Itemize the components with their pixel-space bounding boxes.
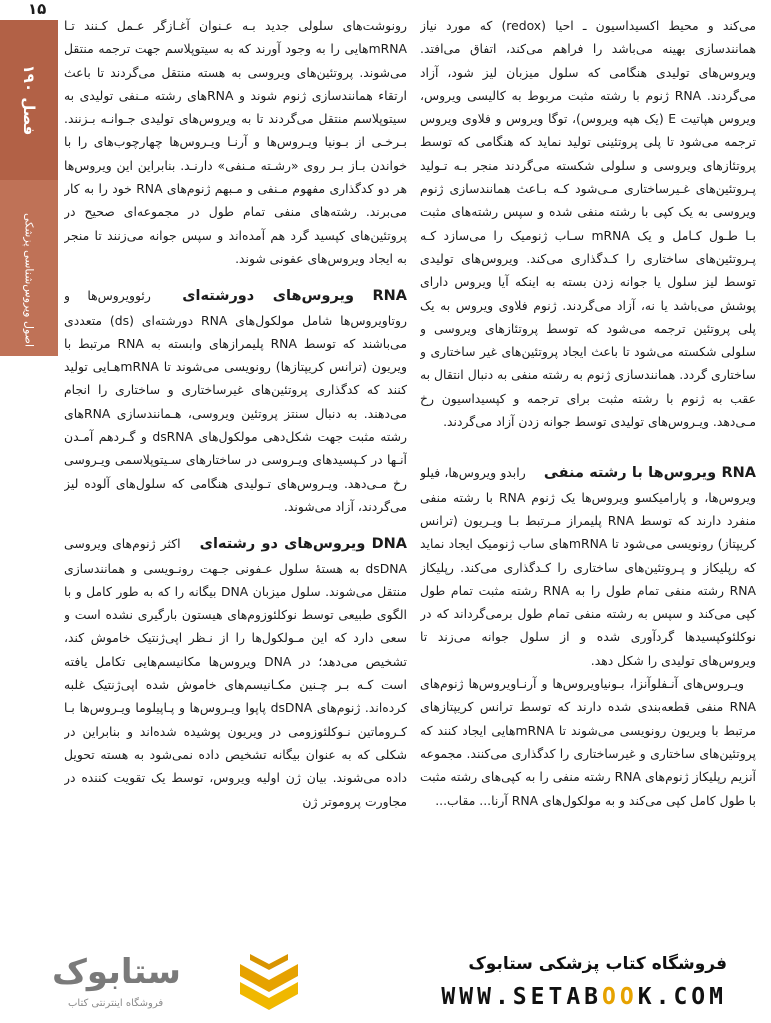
page-number: ۱۵ (28, 0, 47, 18)
chapter-side-tab (0, 20, 58, 356)
watermark-footer (0, 944, 771, 1023)
section-paragraph (420, 461, 756, 672)
url-o: O (602, 984, 620, 1010)
section-paragraph (64, 532, 407, 813)
section-lead: اکثر ژنوم‌های (112, 536, 181, 552)
url-o: O (619, 984, 638, 1010)
right-column (420, 14, 756, 944)
section-text: روتاویروس‌ها شامل مولکول‌های RNA دورشته‌ای (ds) متعددی می‌باشند که توسط RNA پلیمرازهای وابسته به RNA مرتبط با ویریون (ترانس کریپتازها) رونویسی می‌شوند تا mRNAهـایی تولید کنند که کدگذاری پروتئین‌های غیرساختاری و ساختاری را انجام می‌دهند. به دنبال سنتز پروتئین ویروسی، هـمانندسازی RNAهای رشته مثبت جهت شکل‌دهی مولکول‌های dsRNA و گـردهم آمـدن آنـها در کـپسیدهای ویـروسی در ساختارهای سـیتوپلاسمی ویـروسی رخ مـی‌دهد. ویـروس‌های تـولیدی هنگامی که سلول‌های آلوده لیز می‌گردند، آزاد می‌شوند. (64, 312, 407, 514)
section-double-stranded-rna (64, 284, 407, 518)
section-text: ویروسی dsDNA به هستهٔ سلول عـفونی جـهت رونـویسی و همانندسازی منتقل می‌شوند. سلول میزبان DNA بیگانه را که به طور کامل و با الگوی طبیعی توسط نوکلئوزوم‌های هیستون بارگیری نشده است و سعی دارد که این مـولکول‌ها را از نـظر اپی‌ژنتیک خاموش کند، تشخیص می‌دهد؛ در DNA ویروس‌ها مکانیسم‌هایی تکامل یافته است کـه بـر چـنین مکـانیسم‌های خاموش شده اپی‌ژنتیک غلبه کرده‌اند. ژنوم‌های dsDNA پاپوا ویـروس‌ها و پـاپیلوما ویـروس‌ها بـا کـروماتین نـوکلئوزومی در ویریون پوشیده شده‌اند و بنابراین در شکلی که به عنوان بیگانه تشخیص داده نمی‌شود به هسته تحویل داده می‌شوند. بیان ژن اولیه ویروس، توسط یک تقویت کننده در مجاورت پروموتر ژن (64, 536, 407, 809)
book-chevron-icon (236, 954, 302, 1016)
left-column (64, 14, 407, 944)
store-url[interactable] (441, 984, 727, 1010)
paragraph: می‌کند و محیط اکسیداسیون ـ احیا (redox) که مورد نیاز همانندسازی بهینه می‌باشد را فراهم می‌کند، اتفاق می‌افتد. ویروس‌های تولیدی هنگامی که سلول میزبان لیز شود، آزاد می‌گردند. RNA ژنوم با رشته مثبت مربوط به کالیسی ویروس، ویروس هپاتیت E (یک هپه ویروس)، توگا ویروس و فلاوی ویروس ترجمه می‌شود تا پلی پروتئینی تولید نماید که هنگامی که توسط پروتئازهای ویروسی و سلولی شکسته می‌گردند منجر بـه تـولید پـروتئین‌های غـیرساختاری مـی‌شود کـه بـاعث همانندسازی ژنوم ویروسی به یک کپی با رشته منفی شده و سپس رشته‌های مثبت بـا طـول کـامل و یک mRNA سـاب ژنومیک را می‌سازد کـه پـروتئین‌های ساختاری را کـدگذاری می‌کند. ویروس‌های تولیدی توسط لیز سلول یا جوانه زدن بسته به اینکه آیا ویروس دارای پوشش می‌باشد یا نه، آزاد می‌گردند. ژنوم فلاوی ویروس به یک پلی پروتئین ترجمه می‌شود که توسط پروتئازهای ویروسی و سلولی شکسته می‌شود تا باعث ایجاد پروتئین‌های غیر ساختاری و ساختاری گردد. همانندسازی ژنوم به رشته منفی به دنبال انتقال به عقب به ژنوم با رشته مثبت برای ترجمه و کپسیداسیون رخ مـی‌دهد. ویـروس‌های تولیدی توسط جوانه زدن آزاد می‌گردند. (420, 18, 756, 430)
section-paragraph (64, 284, 407, 518)
section-lead: رابدو ویروس‌ها، (444, 465, 526, 481)
section-lead: رئوویروس‌ها و (64, 288, 151, 304)
section-negative-rna (420, 461, 756, 811)
store-title: فروشگاه کتاب پزشکی ستابوک (468, 954, 727, 974)
chapter-label: فصل ۱۹۰ (20, 64, 38, 136)
section-double-stranded-dna (64, 532, 407, 813)
url-part: K.COM (637, 984, 727, 1010)
book-title: اصول ویروس‌شناسی پزشکی (22, 212, 36, 348)
section-heading: DNA ویروس‌های دو رشته‌ای (199, 536, 407, 553)
bottom-fade (0, 910, 771, 946)
section-heading: RNA ویروس‌های دورشته‌ای (182, 288, 407, 305)
logo-word: ستابوک (52, 952, 181, 992)
url-part: WWW.SETAB (441, 984, 603, 1010)
section-text: فیلو ویروس‌ها، و پارامیکسو ویروس‌ها یک ژنوم RNA با رشته منفی منفرد دارند که توسط RNA پلیمراز مـرتبط بـا ویـریون (ترانس کریپتاز) رونویسی می‌شود تا mRNAهای ساب ژنومیک ایجاد نماید که رپلیکاز و پـروتئین‌های ساختاری را کـدگذاری می‌کند. رپلیکاز RNA رشته منفی تمام طول را به RNA رشته مثبت تمام طول کپی می‌کند و سپس به رشته منفی تمام طول برمی‌گرداند که در نوکلئوکپسیدها گردآوری شده و از سلول جوانه می‌زند تا ویروس‌های تولیدی را شکل دهد. (420, 465, 756, 668)
setabook-logo (46, 952, 314, 1018)
logo-subtitle: فروشگاه اینترنتی کتاب (68, 998, 164, 1009)
section-heading: RNA ویروس‌ها با رشته منفی (543, 465, 756, 482)
paragraph: ویـروس‌های آنـفلوآنزا، بـونیاویروس‌ها و آرنـاویروس‌ها ژنوم‌های RNA منفی قطعه‌بندی شده دارند که توسط ترانس کریپتازهای مرتبط با ویریون رونویسی می‌شوند تا mRNAهایی ایجاد کنند که پروتئین‌های ساختاری و غیرساختاری را کدگذاری می‌کنند. مجموعه آنزیم رپلیکاز ژنوم‌های RNA رشته منفی را به کپی‌های رشته مثبت با طول کامل کپی می‌کند و به مولکول‌های RNA آرنا... مقاب... (420, 676, 756, 808)
paragraph: رونوشت‌های سلولی جدید بـه عـنوان آغـازگر عـمل کـنند تـا mRNAهایی را به وجود آورند که به سیتوپلاسم جهت ترجمه منتقل می‌شوند. پروتئین‌های ویروسی به هسته منتقل می‌گردند تا باعث ارتقاء همانندسازی ژنوم شوند و RNAهای رشته مـنفی تولیدی به سیتوپلاسم منتقل می‌گردند تا به ویروس‌های تولیدی جـوانـه بـزنند. بـرخـی از بـونیا ویـروس‌ها و آرنـا ویـروس‌ها چهارچوب‌های را با خواندن بـاز بـر روی «رشـته مـنفی» دارنـد. بنابراین این ویروس‌ها هر دو کدگذاری مفهوم مـنفی و مـبهم ژنوم‌های RNA خود را به کار می‌برند. رشته‌های منفی تمام طول در مجموعه‌ای صحیح در پروتئین‌های کپسید گرد هم آمده‌اند و سپس جوانه می‌زنند تا منجر به ایجاد ویروس‌های عفونی شوند. (64, 18, 407, 266)
